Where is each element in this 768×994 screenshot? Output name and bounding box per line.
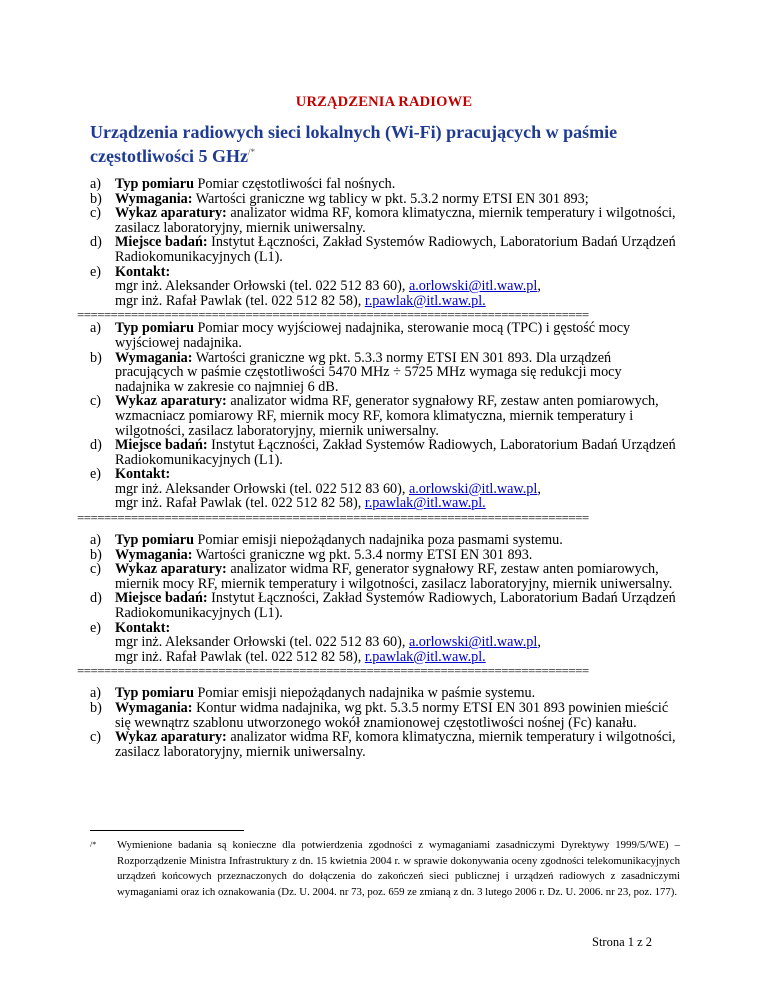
list-item: d) Miejsce badań: Instytut Łączności, Zakład Systemów Radiowych, Laboratorium Badań Urządzeń Radiokomunikacyjnych (L1). [90, 234, 676, 265]
measurement-group [90, 686, 680, 759]
footnote [90, 838, 680, 900]
email-link-pawlak[interactable]: r.pawlak@itl.waw.pl. [364, 495, 486, 512]
contact-item: e) Kontakt: mgr inż. Aleksander Orłowski (tel. 022 512 83 60), a.orlowski@itl.waw.pl, mgr inż. Rafał Pawlak (tel. 022 512 82 58), r.pawlak@itl.waw.pl. [90, 619, 541, 665]
footnote-mark: /* [90, 840, 97, 849]
list-item: b) Wymagania: Kontur widma nadajnika, wg pkt. 5.3.5 normy ETSI EN 301 893 powinien mieścić się wewnątrz szablonu utworzonego wokół znamionowej częstotliwości nośnej (Fc) kanału. [90, 700, 669, 731]
separator-line: ============================================================================ [77, 512, 589, 525]
list-item: b) Wymagania: Wartości graniczne wg pkt. 5.3.3 normy ETSI EN 301 893. Dla urządzeń pracujących w paśmie częstotliwości 5470 MHz ÷ 5725 MHz wymaga się redukcji mocy nadajnika w zakresie co najmniej 6 dB. [90, 349, 622, 395]
separator-line: ============================================================================ [77, 309, 589, 322]
list-item: a) Typ pomiaru Pomiar częstotliwości fal nośnych. [90, 176, 396, 192]
document-title [90, 122, 710, 166]
list-item: b) Wymagania: Wartości graniczne wg pkt. 5.3.4 normy ETSI EN 301 893. [90, 546, 533, 563]
list-item: c) Wykaz aparatury: analizator widma RF, generator sygnałowy RF, zestaw anten pomiarowych, miernik mocy RF, miernik temperatury i wilgotności, zasilacz laboratoryjny, miernik uniwersalny. [90, 561, 673, 592]
footnote-reference[interactable]: /* [247, 147, 255, 157]
list-item: a) Typ pomiaru Pomiar mocy wyjściowej nadajnika, sterowanie mocą (TPC) i gęstość mocy wyjściowej nadajnika. [90, 320, 631, 351]
list-item: c) Wykaz aparatury: analizator widma RF, generator sygnałowy RF, zestaw anten pomiarowych, wzmacniacz pomiarowy RF, miernik mocy RF, komora klimatyczna, miernik temperatury i wilgotności, zasilacz laboratoryjny, miernik uniwersalny. [90, 393, 659, 439]
contact-item: e) Kontakt: mgr inż. Aleksander Orłowski (tel. 022 512 83 60), a.orlowski@itl.waw.pl, mgr inż. Rafał Pawlak (tel. 022 512 82 58), r.pawlak@itl.waw.pl. [90, 263, 541, 309]
measurement-groups [77, 176, 680, 760]
document-title-text: Urządzenia radiowych sieci lokalnych (Wi-Fi) pracujących w paśmie częstotliwości 5 GHz [90, 122, 618, 166]
list-item: d) Miejsce badań: Instytut Łączności, Zakład Systemów Radiowych, Laboratorium Badań Urządzeń Radiokomunikacyjnych (L1). [90, 590, 676, 622]
measurement-group [90, 177, 680, 308]
page-number: Strona 1 z 2 [592, 935, 653, 949]
email-link-pawlak[interactable]: r.pawlak@itl.waw.pl. [364, 292, 486, 309]
list-item: b) Wymagania: Wartości graniczne wg tablicy w pkt. 5.3.2 normy ETSI EN 301 893; [90, 190, 589, 207]
list-item: d) Miejsce badań: Instytut Łączności, Zakład Systemów Radiowych, Laboratorium Badań Urządzeń Radiokomunikacyjnych (L1). [90, 437, 676, 468]
separator-line: ============================================================================ [77, 665, 589, 678]
email-link-pawlak[interactable]: r.pawlak@itl.waw.pl. [364, 648, 486, 665]
section-title: URZĄDZENIA RADIOWE [295, 94, 473, 110]
footnote-text: Wymienione badania są konieczne dla potwierdzenia zgodności z wymaganiami zasadniczymi Dyrektywy 1999/5/WE) – Rozporządzenie Ministra Infrastruktury z dn. 15 kwietnia 2004 r. w sprawie dokonywania oceny zgodności telekomunikacyjnych urządzeń końcowych przeznaczonych do dołączenia do zakończeń sieci publicznej i urządzeń radiowych z zasadniczymi wymaganiami oraz ich oznakowania (Dz. U. 2004. nr 73, poz. 659 ze zmianą z dn. 3 lutego 2006 r. Dz. U. 2006. nr 23, poz. 177). [117, 839, 680, 898]
list-item: c) Wykaz aparatury: analizator widma RF, komora klimatyczna, miernik temperatury i wilgotności, zasilacz laboratoryjny, miernik uniwersalny. [90, 205, 676, 236]
list-item: c) Wykaz aparatury: analizator widma RF, komora klimatyczna, miernik temperatury i wilgotności, zasilacz laboratoryjny, miernik uniwersalny. [90, 729, 676, 760]
email-link-orlowski[interactable]: a.orlowski@itl.waw.pl [408, 634, 538, 651]
email-link-orlowski[interactable]: a.orlowski@itl.waw.pl [408, 480, 538, 497]
list-item: a) Typ pomiaru Pomiar emisji niepożądanych nadajnika w paśmie systemu. [90, 685, 536, 702]
list-item: a) Typ pomiaru Pomiar emisji niepożądanych nadajnika poza pasmami systemu. [90, 532, 563, 549]
email-link-orlowski[interactable]: a.orlowski@itl.waw.pl [408, 278, 538, 295]
footnote-divider [90, 830, 244, 831]
measurement-group [90, 533, 680, 664]
measurement-group [90, 321, 680, 511]
contact-item: e) Kontakt: mgr inż. Aleksander Orłowski (tel. 022 512 83 60), a.orlowski@itl.waw.pl, mgr inż. Rafał Pawlak (tel. 022 512 82 58), r.pawlak@itl.waw.pl. [90, 466, 541, 512]
